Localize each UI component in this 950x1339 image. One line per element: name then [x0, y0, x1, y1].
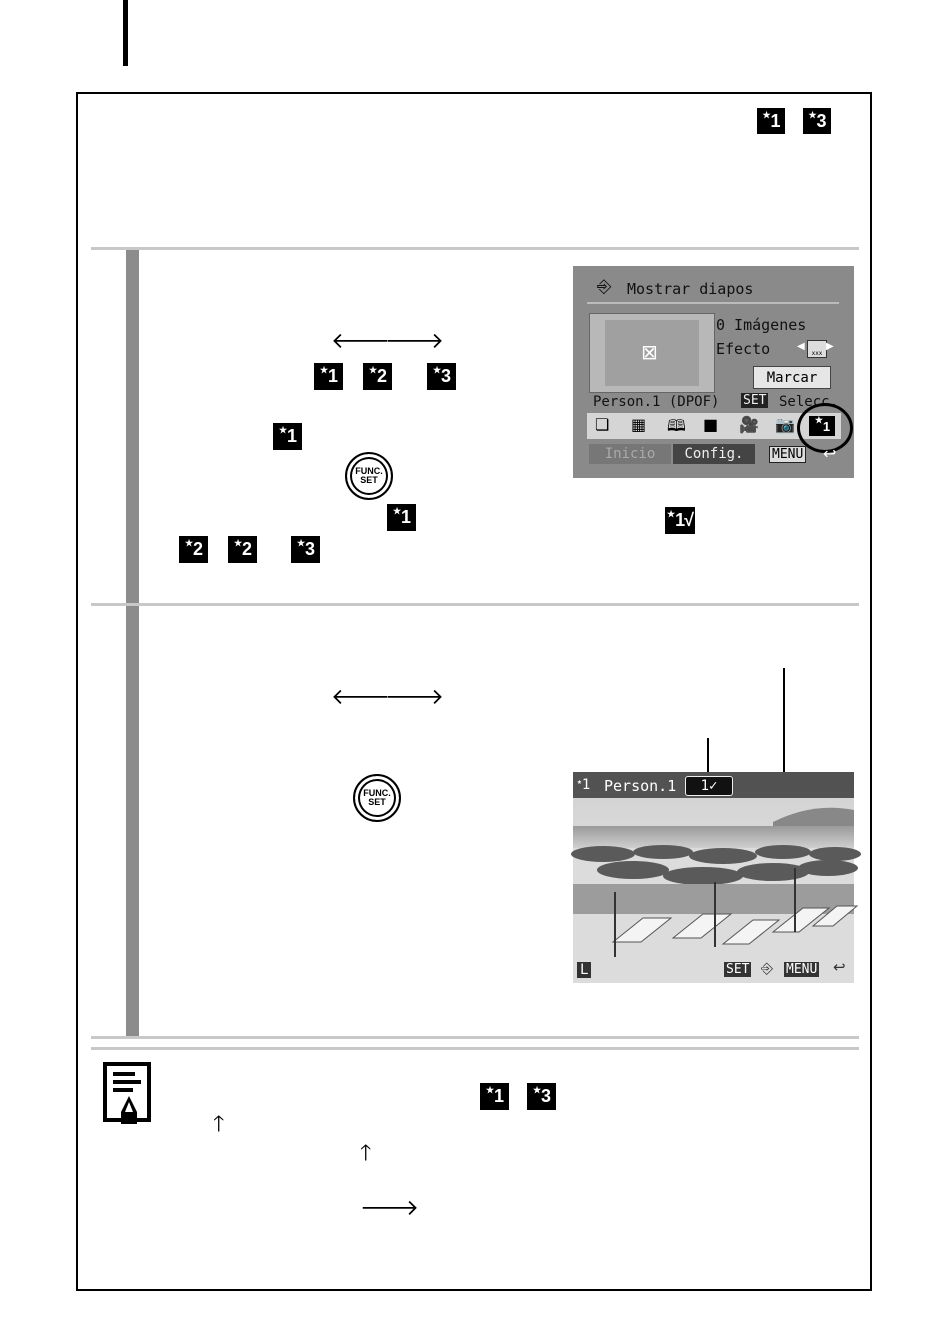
camera-screen-slideshow — [573, 266, 854, 478]
star-2-badge: ★ 2 — [179, 536, 208, 563]
title-divider — [587, 302, 839, 304]
section-divider — [91, 603, 859, 606]
set-label: SET — [743, 393, 767, 408]
back-icon: ↩ — [823, 444, 837, 463]
arrow-right-icon: 🡒 — [385, 685, 444, 710]
set-label: SET — [723, 961, 752, 978]
arrow-right-icon: 🡒 — [385, 329, 444, 354]
arrow-up-icon: 🡑 — [213, 1112, 225, 1137]
menu-label: MENU — [783, 961, 820, 978]
preview-frame — [589, 313, 715, 393]
step-2-bar — [126, 606, 139, 1037]
arrow-left-icon: 🡐 — [331, 329, 390, 354]
mode-icon-custom-1[interactable]: ★ 1 — [809, 416, 835, 436]
tab-start[interactable]: Inicio — [589, 444, 671, 464]
mark-button[interactable]: Marcar — [753, 366, 831, 389]
slideshow-icon: ⎆ — [597, 276, 612, 297]
func-set-button-icon: FUNC. SET — [345, 452, 393, 500]
effect-selector[interactable] — [797, 338, 833, 360]
section-divider — [91, 1047, 859, 1050]
mode-icon-date[interactable]: ▦ — [631, 415, 647, 434]
image-size-icon: L — [577, 962, 591, 978]
star-1-checked-badge: ★ 1√ — [665, 507, 695, 534]
arrow-left-icon: 🡐 — [331, 685, 390, 710]
image-count: 0 Imágenes — [716, 316, 807, 334]
star-1-badge: ★ 1 — [480, 1083, 509, 1110]
star-1-badge: ★ 1 — [314, 363, 343, 390]
menu-label: MENU — [769, 446, 806, 463]
slideshow-icon: ⎆ — [761, 959, 774, 977]
person-label: Person.1 — [604, 777, 677, 795]
section-divider — [91, 247, 859, 250]
star-1-badge: ★ 1 — [387, 504, 416, 531]
mode-icon-stills[interactable]: 📷 — [775, 415, 795, 434]
star-1-badge: ★ 1 — [273, 423, 302, 450]
mode-icon-category[interactable]: 🕮 — [667, 416, 686, 435]
mode-icon-folder[interactable]: ■ — [703, 415, 719, 434]
star-3-badge: ★ 3 — [427, 363, 456, 390]
star-label: ★1 — [577, 777, 591, 793]
back-icon: ↩ — [833, 958, 846, 976]
no-image-icon: ⊠ — [641, 340, 658, 364]
effect-label: Efecto — [716, 340, 771, 358]
select-label: Selecc. — [779, 394, 839, 410]
mode-icon-movie[interactable]: 🎥 — [739, 415, 759, 434]
star-1-badge: ★ 1 — [757, 108, 785, 134]
section-divider — [91, 1036, 859, 1039]
arrow-up-icon: 🡑 — [360, 1141, 372, 1166]
note-icon — [103, 1062, 151, 1126]
page-marker-bar — [123, 0, 128, 66]
chevron-right-icon: ▶ — [826, 341, 834, 352]
person-label: Person.1 (DPOF) — [593, 394, 720, 410]
star-3-badge: ★ 3 — [291, 536, 320, 563]
selection-count: 1✓ — [685, 776, 733, 796]
step-1-bar — [126, 250, 139, 603]
chevron-left-icon: ◀ — [797, 341, 805, 352]
beach-photo — [573, 772, 854, 983]
func-set-button-icon: FUNC. SET — [353, 774, 401, 822]
tab-config[interactable]: Config. — [673, 444, 755, 464]
mode-icon-all[interactable]: ❏ — [595, 415, 610, 434]
star-3-badge: ★ 3 — [803, 108, 831, 134]
arrow-right-icon: 🡒 — [360, 1196, 419, 1221]
callout-line — [783, 668, 785, 788]
star-2-badge: ★ 2 — [228, 536, 257, 563]
screen-title: Mostrar diapos — [627, 280, 754, 298]
effect-icon: xxx — [807, 340, 827, 358]
beach-photo-preview — [573, 772, 854, 983]
star-2-badge: ★ 2 — [363, 363, 392, 390]
star-3-badge: ★ 3 — [527, 1083, 556, 1110]
